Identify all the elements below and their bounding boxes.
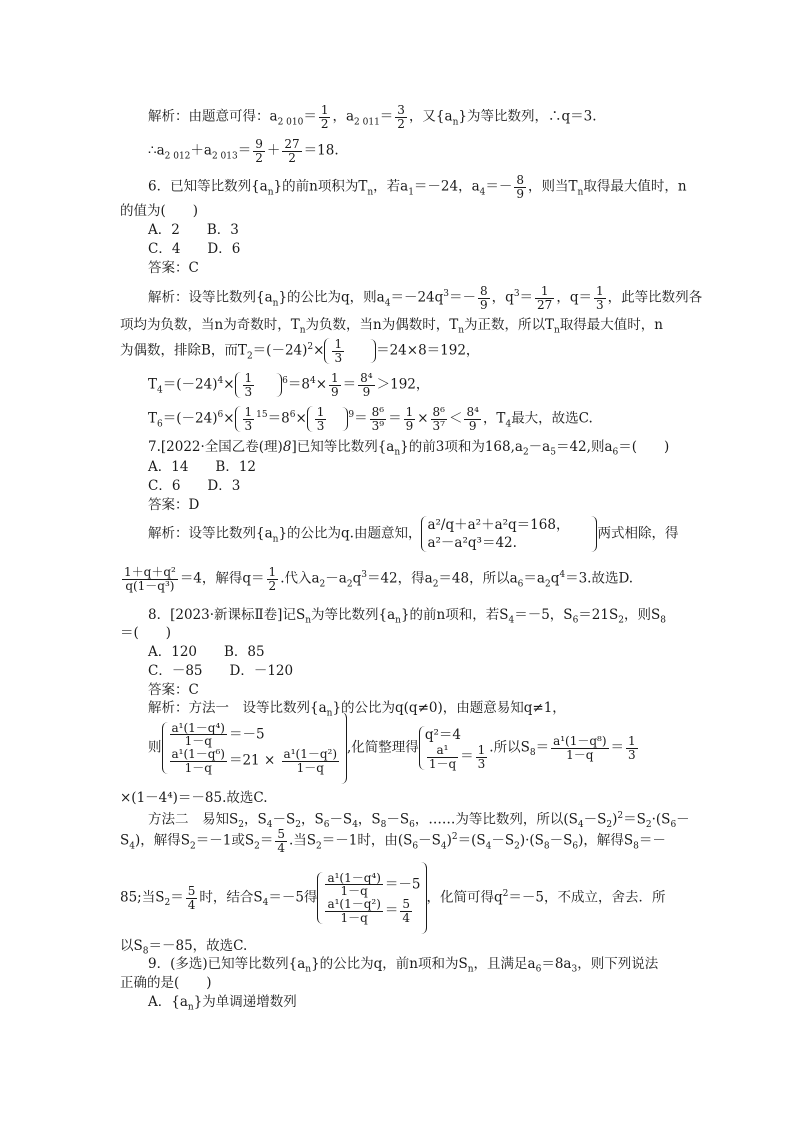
- equation-block: 85;当$S_2=$ $\frac{5}{4}$ 时，结合$S_4=-5$得 $\frac{\text{a¹(1－q⁴)}}{1-q}$ ＝－5 $\frac{\text{a¹(1－q²)}}{1-q}$ ＝ $\frac{5}{4}$ ，化简可得$q^2=-5$，不成立，舍去．所: [120, 862, 665, 934]
- text-line: 解析：设等比数列$\{a_n\}$的公比为q.由题意知， a²/q＋a²＋a²q＝168， a²－a²q³＝42. 两式相除，得: [148, 517, 679, 552]
- text-line: 正确的是( ): [120, 975, 212, 991]
- equation-block: 则 $\frac{\text{a¹(1－q⁴)}}{1-q}$ ＝－5 $\frac{\text{a¹(1－q⁶)}}{1-q}$ ＝21 × $\frac{\text{a¹(1－q²)}}{1-q}$ ,化简整理得 q²＝4 $\frac{\text{a¹}}{1-q}$ ＝ $\frac{1}{3}$ .所以$S_8=$ $\frac{\text{a¹(1－q⁸)}}{1-q}$ ＝ $\frac{1}{3}$: [148, 712, 640, 784]
- answer-line: 答案：C: [148, 682, 199, 698]
- text-line: 解析：由题意可得：$a_{2 010}=$ $\frac{1}{2}$ ，$a_{2 011}=$ $\frac{3}{2}$ ，又$\{a_n\}$为等比数列，∴q＝3.: [148, 103, 597, 131]
- text-line: 解析：方法一 设等比数列$\{a_n\}$的公比为q(q≠0)，由题意易知q≠1，: [148, 700, 566, 719]
- option-line: A．120 B．85: [148, 644, 265, 660]
- answer-line: 答案：D: [148, 497, 200, 513]
- text-line: 的值为( ): [120, 203, 199, 219]
- option-line: C．6 D．3: [148, 478, 241, 494]
- text-line: $\therefore a_{2 012}+a_{2 013}=$ $\frac{9}{2}$ ＋ $\frac{27}{2}$ ＝18.: [148, 137, 339, 165]
- text-line: 以$S_8=-85$，故选C.: [120, 938, 248, 957]
- option-line: A．14 B．12: [148, 459, 257, 475]
- text-line: ＝( ): [120, 625, 172, 641]
- text-line: $T_4=(-24)^4\times$ $\frac{1}{3}$ $^6=8^4\times$ $\frac{1}{9}$ ＝ $\frac{\text{8⁴}}{9}$ ＞192，: [148, 371, 430, 399]
- question-9: 9．(多选)已知等比数列$\{a_n\}$的公比为q，前n项和为$S_n$，且满足$a_6=8a_3$，则下列说法: [148, 956, 659, 975]
- text-line: $\frac{\text{1＋q＋q²}}{\text{q(1－q³)}}$ ＝4，解得q＝ $\frac{1}{2}$ .代入$a_2-a_2q^3=42$，得$a_2=48$，所以$a_6=a_2q^4=3$.故选D.: [124, 565, 634, 593]
- option-line: A．2 B．3: [148, 222, 239, 238]
- text-line: $T_6=(-24)^6\times$ $\frac{1}{3}$ $^{15}=8^6\times$ $\frac{1}{3}$ $^9$＝ $\frac{\text{8⁶}}{\text{3⁹}}$ ＝ $\frac{1}{9}$ × $\frac{\text{8⁶}}{\text{3⁷}}$ ＜ $\frac{\text{8⁴}}{9}$ ，$T_4$最大，故选C.: [148, 405, 593, 433]
- option-line: A．$\{a_n\}$为单调递增数列: [148, 994, 297, 1013]
- option-line: C．4 D．6: [148, 241, 241, 257]
- text-line: 方法二 易知$S_2$，$S_4-S_2$，$S_6-S_4$，$S_8-S_6$，……为等比数列，所以$(S_4-S_2)^2=S_2\cdot(S_6-$: [148, 811, 690, 831]
- text-line: $S_4$)，解得$S_2=-1$或$S_2=$ $\frac{5}{4}$ .当$S_2=-1$时，由$(S_6-S_4)^2=(S_4-S_2)\cdot(S_8-S_6)$，解得$S_8=-$: [120, 827, 666, 855]
- question-8: 8．[2023·新课标Ⅱ卷]记$S_n$为等比数列$\{a_n\}$的前n项和，若$S_4=-5$，$S_6=21S_2$，则$S_8$: [148, 607, 666, 626]
- option-line: C．－85 D．－120: [148, 663, 294, 679]
- text-line: 项均为负数，当n为奇数时，$T_n$为负数，当n为偶数时，$T_n$为正数，所以$T_n$取得最大值时，n: [120, 317, 664, 336]
- text-line: 解析：设等比数列$\{a_n\}$的公比为q，则$a_4=-24q^3=-$ $\frac{8}{9}$ ，$q^3=$ $\frac{1}{27}$ ，q＝ $\frac{1}{3}$ ，此等比数列各: [148, 284, 703, 312]
- question-7: 7.[2022·全国乙卷(理)8]已知等比数列$\{a_n\}$的前3项和为$168,a_2-a_5=42$,则$a_6=$( ): [148, 439, 670, 458]
- text-line: 为偶数，排除B，而$T_2=(-24)^2\times$ $\frac{1}{3}$ ＝24×8＝192，: [120, 337, 480, 365]
- question-6: 6．已知等比数列$\{a_n\}$的前n项积为$T_n$，若$a_1=-24$，$a_4=-$ $\frac{8}{9}$ ，则当$T_n$取得最大值时，n: [148, 173, 687, 201]
- text-line: ×(1－4⁴)＝－85.故选C.: [120, 790, 268, 806]
- answer-line: 答案：C: [148, 260, 199, 276]
